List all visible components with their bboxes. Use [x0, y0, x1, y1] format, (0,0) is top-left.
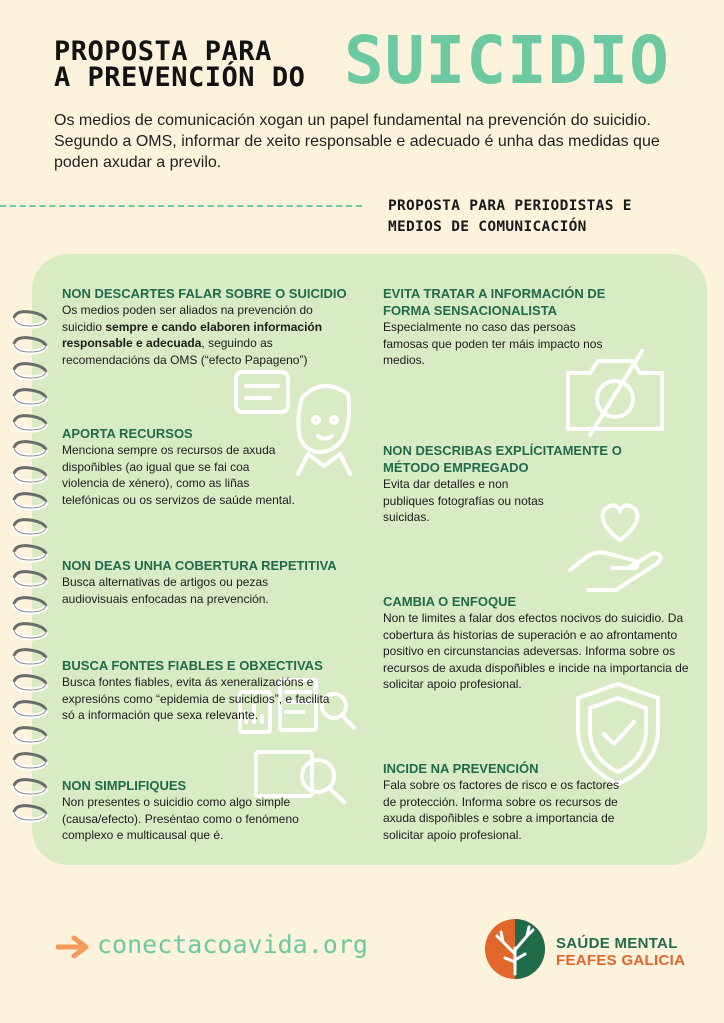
intro-text: Os medios de comunicación xogan un papel fundamental na prevención do suicidio. Segundo a OMS, informar de xeito responsable e adecuado é unha das medidas que poden axudar a previlo.: [54, 112, 660, 171]
left-item-2: [62, 425, 297, 508]
right-item-4-text: Fala sobre os factores de risco e os factores de protección. Informa sobre os recursos de axuda dispoñibles e sobre a importancia de solicitar apoio profesional.: [383, 778, 620, 842]
left-item-2-title: APORTA RECURSOS: [62, 426, 193, 441]
left-item-3: [62, 557, 352, 607]
right-item-1-text: Especialmente no caso das persoas famosas que poden ter máis impacto nos medios.: [383, 320, 603, 367]
title-suicidio: SUICIDIO: [344, 22, 670, 99]
subtitle-line-1: PROPOSTA PARA PERIODISTAS E: [388, 198, 632, 214]
left-item-5: [62, 777, 322, 844]
right-item-4: [383, 760, 633, 843]
left-item-5-text: Non presentes o suicidio como algo simple (causa/efecto). Preséntao como o fenómeno complexo e multicausal que é.: [62, 795, 299, 842]
title-line-2: A PREVENCIÓN DO: [54, 62, 306, 93]
dashed-divider: [0, 205, 362, 207]
left-item-4-text: Busca fontes fiables, evita ás xeneralizacións e expresións como “epidemia de suicidios”, e facilita só a información que sexa relevante.: [62, 675, 330, 722]
left-item-4-title: BUSCA FONTES FIABLES E OBXECTIVAS: [62, 658, 323, 673]
arrow-right-icon: [56, 935, 90, 959]
right-item-1-title: EVITA TRATAR A INFORMACIÓN DE FORMA SENSACIONALISTA: [383, 286, 606, 318]
tree-logo-icon: [484, 918, 546, 980]
subtitle-line-2: MEDIOS DE COMUNICACIÓN: [388, 219, 587, 235]
website-link[interactable]: conectacoavida.org: [97, 930, 368, 959]
left-item-3-title: NON DEAS UNHA COBERTURA REPETITIVA: [62, 558, 337, 573]
left-item-1-title: NON DESCARTES FALAR SOBRE O SUICIDIO: [62, 286, 347, 301]
left-item-4: [62, 657, 352, 724]
right-item-2-title: NON DESCRIBAS EXPLÍCITAMENTE O MÉTODO EMPREGADO: [383, 443, 622, 475]
right-item-3-title: CAMBIA O ENFOQUE: [383, 594, 517, 609]
title-line-1: PROPOSTA PARA: [54, 36, 272, 67]
left-item-1-text: Os medios poden ser aliados na prevención do suicidio sempre e cando elaboren información responsable e adecuada, seguindo as recomendacións da OMS (“efecto Papageno”): [62, 303, 323, 367]
left-item-1: [62, 285, 352, 368]
right-item-3: [383, 593, 699, 693]
right-item-2-text: Evita dar detalles e non publiques fotografías ou notas suicidas.: [383, 477, 544, 524]
right-item-3-text: Non te limites a falar dos efectos nocivos do suicidio. Da cobertura ás historias de superación e ao afrontamento positivo en circunstancias adeversas. Informa sobre os recursos de axuda dispoñibles e incide na importancia de solicitar apoio profesional.: [383, 611, 689, 691]
right-item-2: [383, 442, 633, 526]
logo-text-2: FEAFES GALICIA: [556, 952, 686, 969]
section-subtitle: [388, 196, 632, 238]
left-item-2-text: Menciona sempre os recursos de axuda dispoñibles (ao igual que se fai coa violencia de xénero), como as liñas telefónicas ou os servizos de saúde mental.: [62, 443, 295, 507]
logo-text-1: SAÚDE MENTAL: [556, 935, 678, 952]
right-item-1: [383, 285, 633, 369]
left-item-3-text: Busca alternativas de artigos ou pezas audiovisuais enfocadas na prevención.: [62, 575, 269, 606]
right-item-4-title: INCIDE NA PREVENCIÓN: [383, 761, 539, 776]
left-item-5-title: NON SIMPLIFIQUES: [62, 778, 187, 793]
spiral-binding-icon: [10, 310, 54, 830]
